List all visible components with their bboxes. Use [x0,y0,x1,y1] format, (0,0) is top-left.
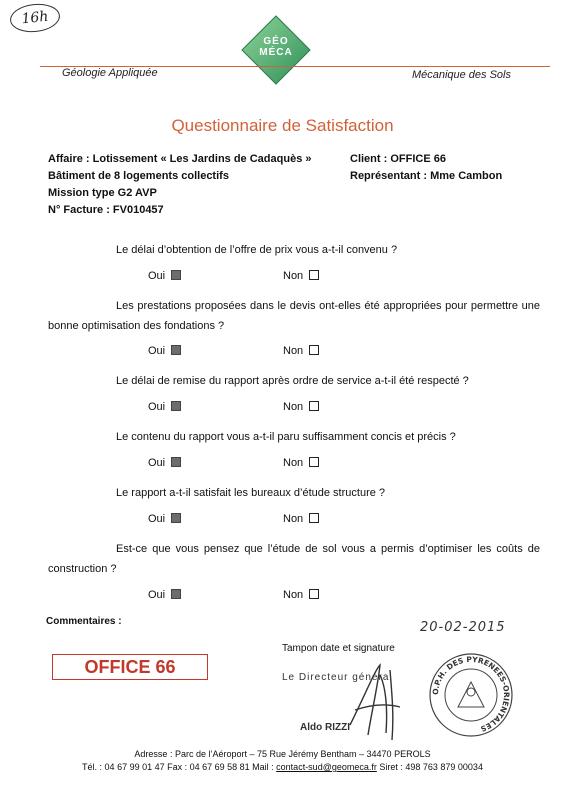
answer-4-yes[interactable] [148,457,181,469]
subtitle-mecanique: Mécanique des Sols [411,69,511,81]
footer-address: Adresse : Parc de l’Aéroport – 75 Rue Jérémy Bentham – 34470 PEROLS [134,749,431,759]
answer-5-yes[interactable] [148,513,181,525]
svg-text:O.P.H. DES PYRENEES-ORIENTALES [431,655,511,734]
answer-4-no[interactable] [283,457,319,469]
project-info [48,151,311,219]
logo-line2: MÉCA [259,47,293,58]
director-title: Le Directeur général [282,672,393,683]
handwritten-date: 20-02-2015 [420,620,506,635]
non-label: Non [283,589,304,601]
affaire-value: : Lotissement « Les Jardins de Cadaquès » [85,153,312,165]
non-label: Non [283,401,304,413]
answer-6-yes[interactable] [148,589,181,601]
checkbox-checked-icon[interactable] [171,513,181,523]
official-seal-icon [428,652,514,738]
footer-siret: Siret : 498 763 879 00034 [376,762,483,772]
affaire-line [48,151,311,168]
non-label: Non [283,513,304,525]
mission-line: Mission type G2 AVP [48,187,157,199]
checkbox-empty-icon[interactable] [309,513,319,523]
tampon-label: Tampon date et signature [282,643,395,654]
affaire-label: Affaire [48,153,83,165]
comments-label: Commentaires : [46,616,122,627]
oui-label: Oui [148,457,166,469]
client-info [350,151,502,185]
question-1: Le délai d’obtention de l’offre de prix vous a-t-il convenu ? [116,244,398,256]
checkbox-checked-icon[interactable] [171,345,181,355]
oui-label: Oui [148,513,166,525]
answer-3-yes[interactable] [148,401,181,413]
geomeca-logo [240,14,312,86]
answer-3-no[interactable] [283,401,319,413]
footer-phone: Tél. : 04 67 99 01 47 Fax : 04 67 69 58 81 Mail : [82,762,277,772]
client-line: Client : OFFICE 66 [350,153,446,165]
office-stamp: OFFICE 66 [52,654,208,680]
checkbox-checked-icon[interactable] [171,589,181,599]
answer-2-no[interactable] [283,345,319,357]
answer-5-no[interactable] [283,513,319,525]
non-label: Non [283,270,304,282]
oui-label: Oui [148,401,166,413]
page-title: Questionnaire de Satisfaction [171,116,394,135]
checkbox-checked-icon[interactable] [171,401,181,411]
checkbox-empty-icon[interactable] [309,345,319,355]
question-5: Le rapport a-t-il satisfait les bureaux d’étude structure ? [116,487,386,499]
checkbox-empty-icon[interactable] [309,589,319,599]
subtitle-geologie: Géologie Appliquée [62,67,158,79]
answer-1-yes[interactable] [148,270,181,282]
question-3: Le délai de remise du rapport après ordre de service a-t-il été respecté ? [116,375,469,387]
non-label: Non [283,457,304,469]
answer-6-no[interactable] [283,589,319,601]
question-6: Est-ce que vous pensez que l’étude de sol vous a permis d’optimiser les coûts de construction ? [48,543,540,575]
oui-label: Oui [148,345,166,357]
batiment-line: Bâtiment de 8 logements collectifs [48,170,229,182]
checkbox-checked-icon[interactable] [171,270,181,280]
checkbox-empty-icon[interactable] [309,401,319,411]
non-label: Non [283,345,304,357]
representant-line: Représentant : Mme Cambon [350,170,503,182]
checkbox-checked-icon[interactable] [171,457,181,467]
question-2: Les prestations proposées dans le devis ont-elles été appropriées pour permettre une bonne optimisation des fondations ? [48,300,540,332]
question-4: Le contenu du rapport vous a-t-il paru suffisamment concis et précis ? [116,431,456,443]
footer-contact [0,762,565,772]
checkbox-empty-icon[interactable] [309,270,319,280]
logo-line1: GÉO [263,36,289,47]
signatory-name: Aldo RIZZI [300,722,350,733]
answer-1-no[interactable] [283,270,319,282]
seal-text: O.P.H. DES PYRENEES-ORIENTALES [430,654,512,734]
handwritten-time-note: 16h [9,1,62,34]
answer-2-yes[interactable] [148,345,181,357]
checkbox-empty-icon[interactable] [309,457,319,467]
oui-label: Oui [148,589,166,601]
footer-email-link[interactable]: contact-sud@geomeca.fr [276,762,377,772]
facture-line: N° Facture : FV010457 [48,204,164,216]
oui-label: Oui [148,270,166,282]
